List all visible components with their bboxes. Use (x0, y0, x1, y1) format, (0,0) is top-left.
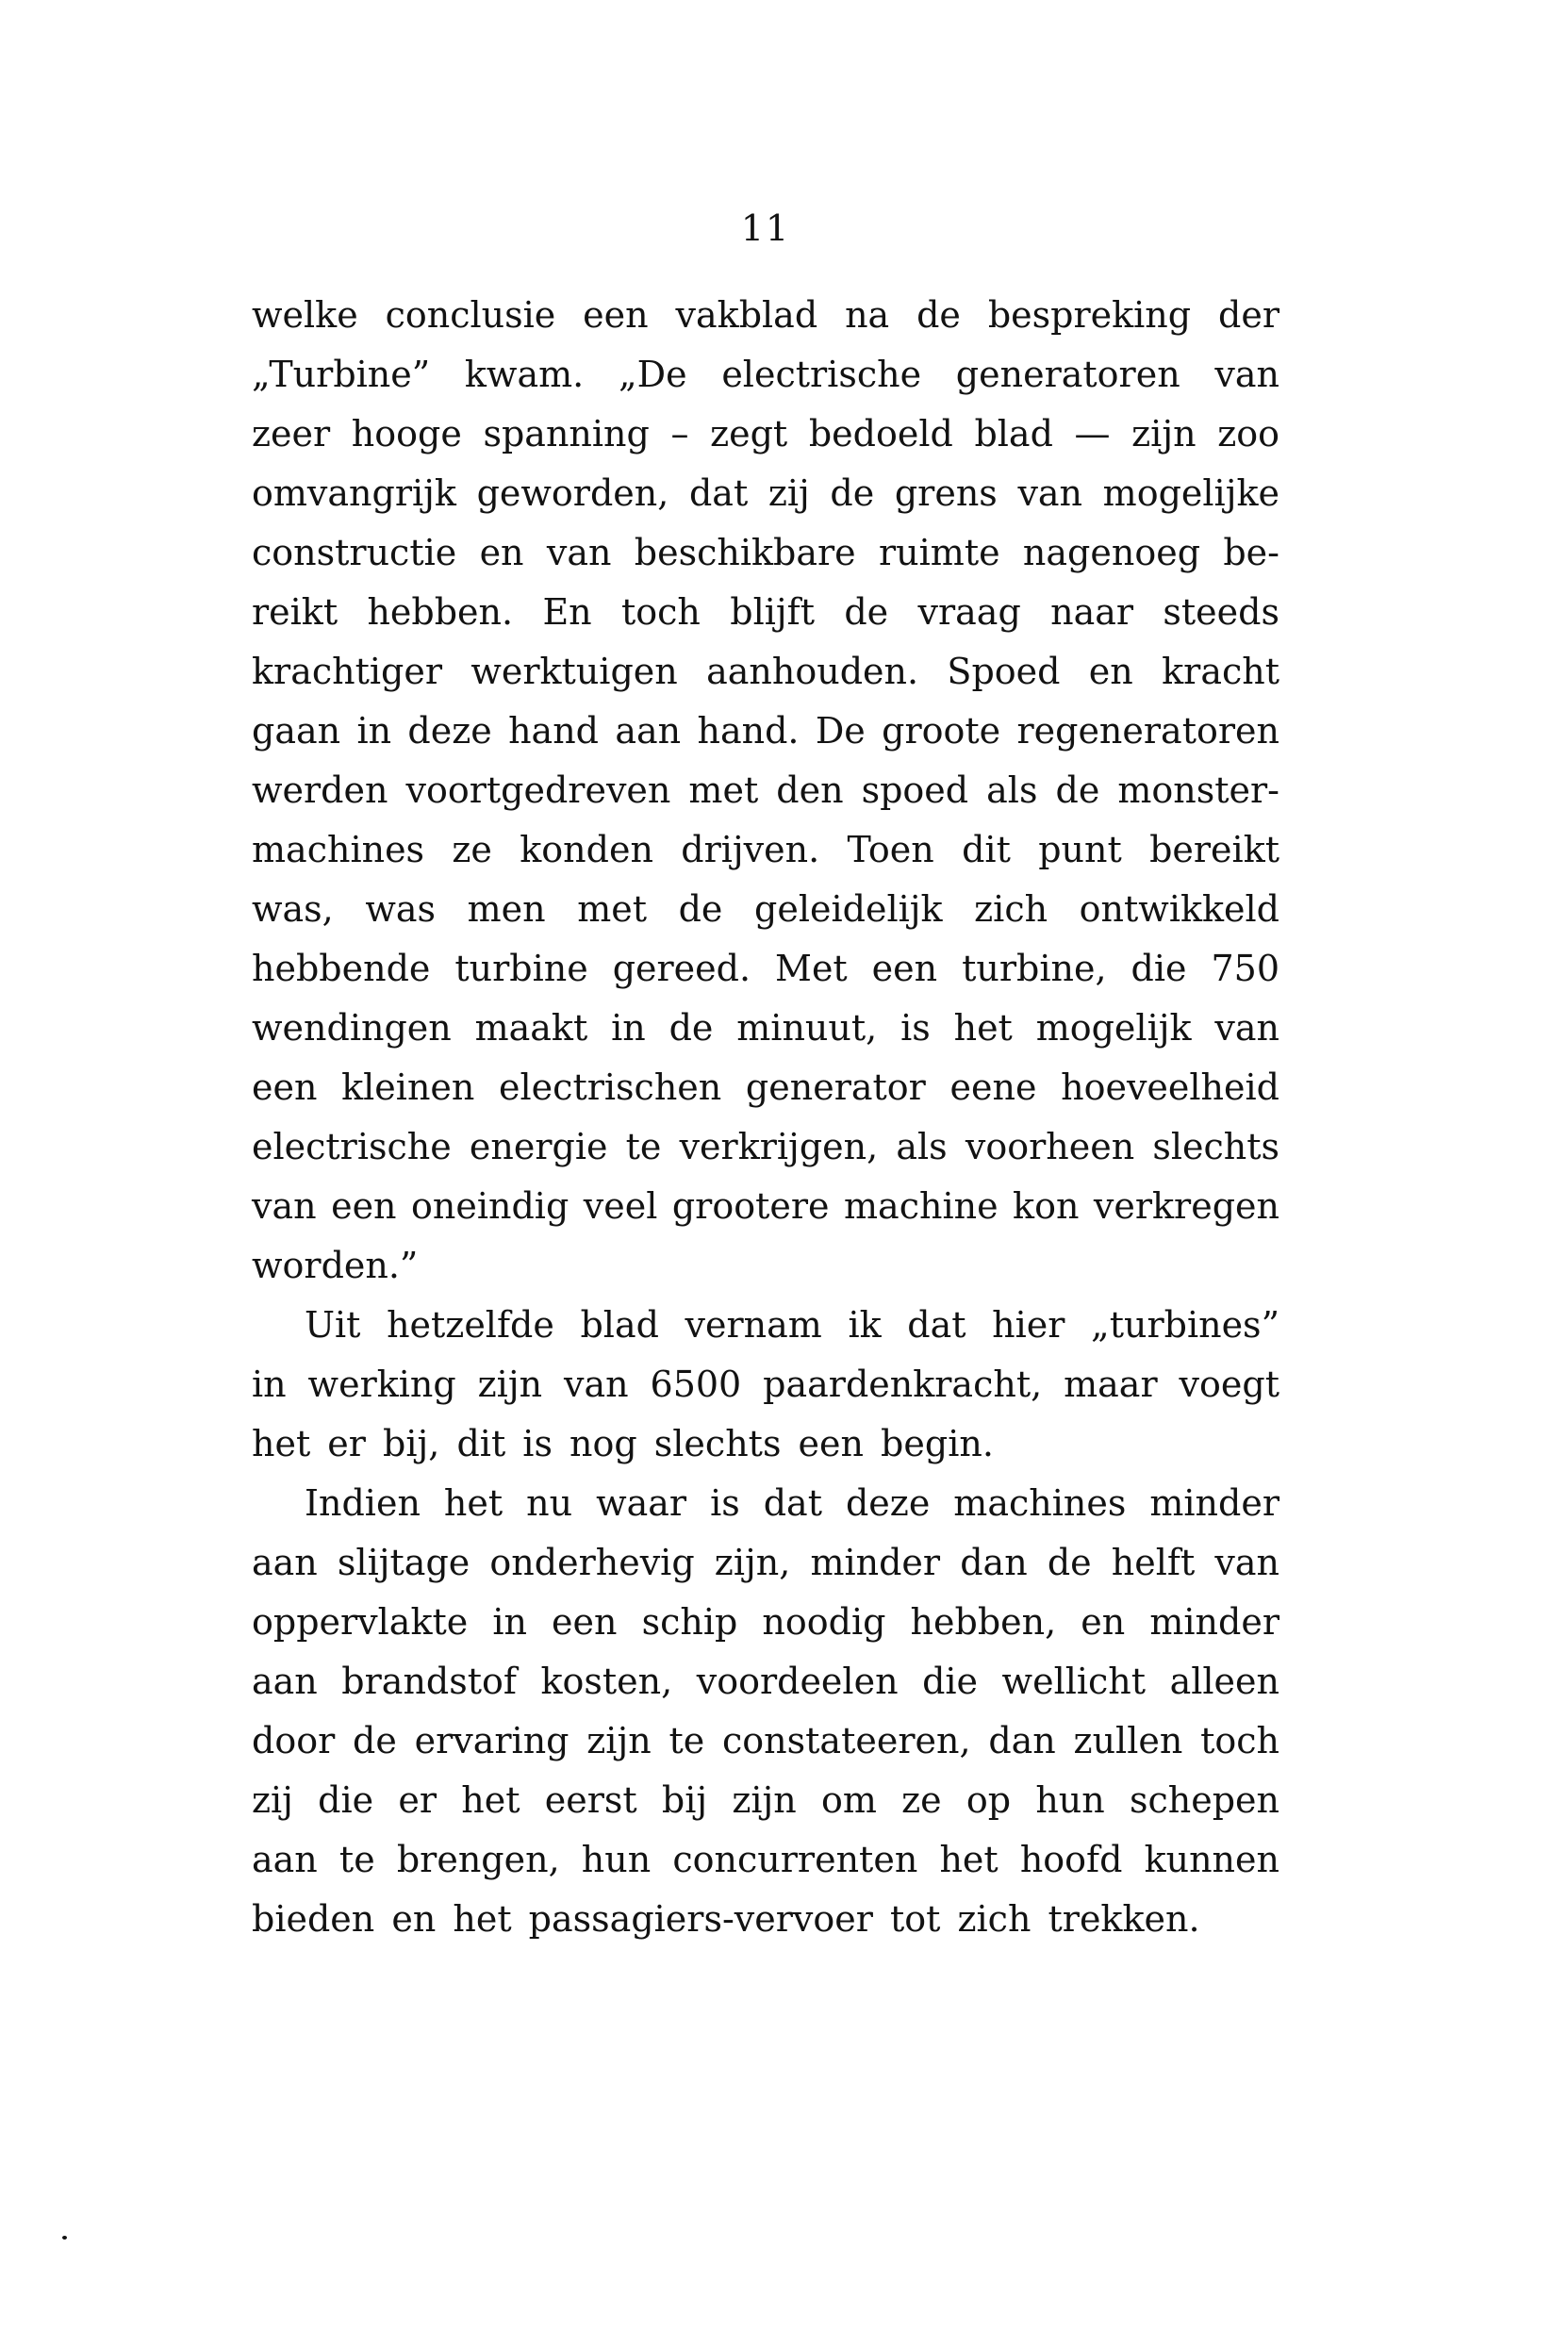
text-line: zeer hooge spanning – zegt bedoeld blad — zijn zoo (252, 413, 1279, 455)
text-line: worden.” (252, 1245, 419, 1286)
text-line: Uit hetzelfde blad vernam ik dat hier „turbines” (305, 1304, 1279, 1346)
text-line: krachtiger werktuigen aanhouden. Spoed en kracht (252, 651, 1279, 692)
text-line: bieden en het passagiers-vervoer tot zich trekken. (252, 1898, 1200, 1940)
text-line: van een oneindig veel grootere machine kon verkregen (252, 1185, 1279, 1227)
text-line: een kleinen electrischen generator eene hoeveelheid (252, 1066, 1279, 1108)
page-number: 11 (740, 207, 791, 249)
text-line: reikt hebben. En toch blijft de vraag naar steeds (252, 591, 1279, 633)
text-line: machines ze konden drijven. Toen dit punt bereikt (252, 829, 1279, 870)
text-line: gaan in deze hand aan hand. De groote regeneratoren (252, 710, 1279, 752)
text-line: welke conclusie een vakblad na de bespreking der (252, 294, 1279, 336)
text-line: aan brandstof kosten, voordeelen die wellicht alleen (252, 1661, 1279, 1702)
text-line: in werking zijn van 6500 paardenkracht, maar voegt (252, 1364, 1279, 1405)
text-line: „Turbine” kwam. „De electrische generatoren van (252, 354, 1279, 395)
text-line: aan slijtage onderhevig zijn, minder dan de helft van (252, 1542, 1279, 1583)
text-line: wendingen maakt in de minuut, is het mogelijk van (252, 1007, 1279, 1049)
text-line: omvangrijk geworden, dat zij de grens van mogelijke (252, 472, 1279, 514)
text-line: hebbende turbine gereed. Met een turbine, die 750 (252, 948, 1279, 989)
text-line: door de ervaring zijn te constateeren, dan zullen toch (252, 1720, 1279, 1761)
text-line: werden voortgedreven met den spoed als de monster- (252, 769, 1279, 811)
text-line: constructie en van beschikbare ruimte nagenoeg be- (252, 532, 1279, 573)
body-text (252, 286, 1279, 1949)
text-line: electrische energie te verkrijgen, als voorheen slechts (252, 1126, 1279, 1167)
text-line: aan te brengen, hun concurrenten het hoofd kunnen (252, 1839, 1279, 1880)
text-line: Indien het nu waar is dat deze machines minder (305, 1482, 1279, 1524)
text-line: oppervlakte in een schip noodig hebben, en minder (252, 1601, 1279, 1643)
text-line: zij die er het eerst bij zijn om ze op hun schepen (252, 1779, 1279, 1821)
text-line: was, was men met de geleidelijk zich ontwikkeld (252, 888, 1279, 930)
text-line: het er bij, dit is nog slechts een begin. (252, 1423, 994, 1464)
scan-speck-icon (62, 2236, 67, 2240)
